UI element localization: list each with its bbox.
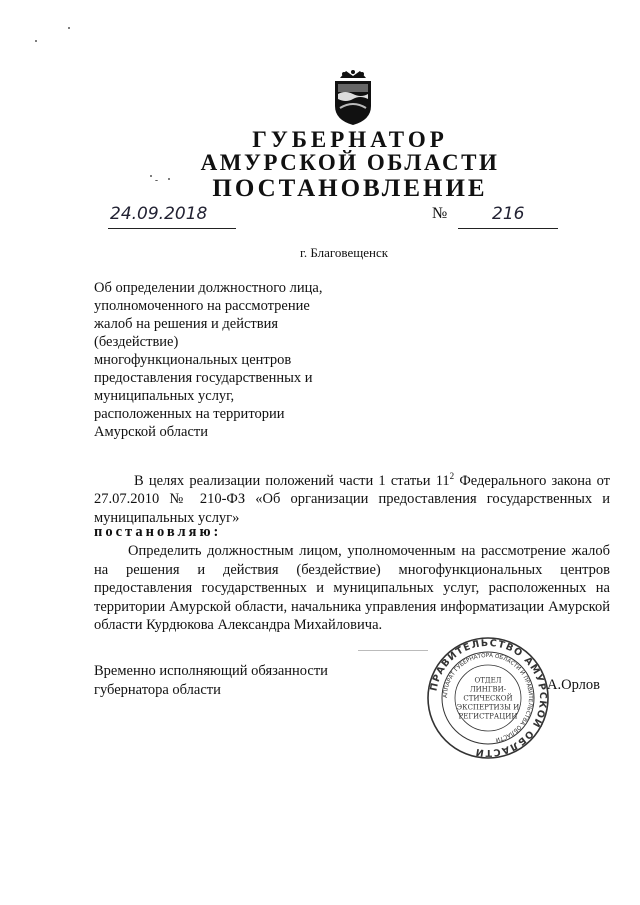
scan-speck [35,40,37,42]
date-underline [108,228,236,229]
decree-word: постановляю: [94,524,222,540]
org-title-line1: ГУБЕРНАТОР [252,127,448,152]
stamp-center-line: ЭКСПЕРТИЗЫ И [456,703,520,712]
stamp-center-line: ОТДЕЛ [474,676,502,685]
svg-text:АППАРАТ ГУБЕРНАТОРА ОБЛАСТИ И: АППАРАТ ГУБЕРНАТОРА ОБЛАСТИ И ПРАВИТЕЛЬСТВА ОБЛАСТИ [442,652,534,743]
preamble-text-end: Федерального закона от 27.07.2010 № 210-ФЗ «Об организации предоставления государственных и муниципальных услуг» [94,472,610,527]
signatory-name: А.Орлов [547,677,600,693]
stamp-center-line: РЕГИСТРАЦИИ [458,712,518,721]
handwritten-number: 216 [492,204,525,224]
number-underline [458,228,558,229]
stamp-center-line: ЛИНГВИ- [469,685,507,694]
number-label: № [432,205,448,222]
handwritten-date: 24.09.2018 [110,204,208,224]
preamble-paragraph [94,467,610,528]
article-superscript: 2 [449,471,455,481]
official-round-stamp [426,636,550,760]
signature-stroke [358,650,428,651]
scan-speck [168,178,170,180]
document-subject: Об определении должностного лица, уполномоченного на рассмотрение жалоб на решения и действия (бездействие) многофункциональных центров предоставления государственных и муниципальных услуг, расположенных на территории Амурской области [94,280,323,440]
preamble-text-start: В целях реализации положений части 1 статьи 11 [134,472,450,489]
signatory-position [94,662,354,700]
document-type-title: ПОСТАНОВЛЕНИЕ [212,175,488,202]
stamp-center-line: СТИЧЕСКОЙ [463,694,513,703]
scan-speck [68,27,70,29]
decision-paragraph: Определить должностным лицом, уполномоченным на рассмотрение жалоб на решения и действия (бездействие) многофункциональных центров предоставления государственных и муниципальных услуг, расположенных на территории Амурской области, начальника управления информатизации Амурской области Курдюкова Александра Михайловича. [94,543,610,634]
coat-of-arms-emblem [330,68,376,126]
org-title-line2: АМУРСКОЙ ОБЛАСТИ [200,150,500,175]
scan-speck [150,175,152,177]
svg-text:ПРАВИТЕЛЬСТВО АМУРСКОЙ ОБЛАСТИ: ПРАВИТЕЛЬСТВО АМУРСКОЙ ОБЛАСТИ [428,637,549,759]
scan-speck [155,180,158,181]
signatory-position-line1: Временно исполняющий обязанности [94,663,328,679]
signatory-position-line2: губернатора области [94,682,221,698]
city-name: г. Благовещенск [300,245,389,260]
